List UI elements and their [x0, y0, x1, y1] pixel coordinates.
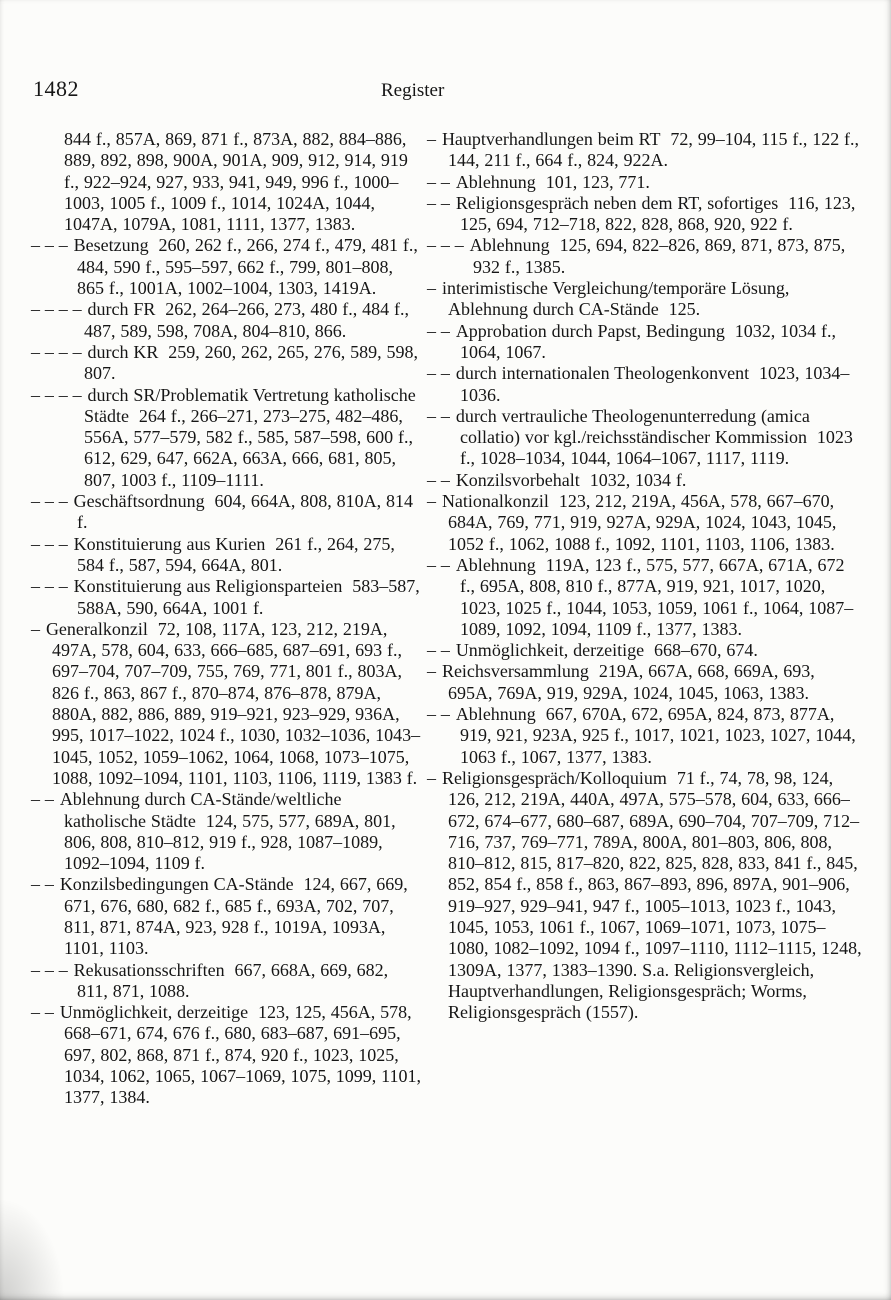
entry-refs: 264 f., 266–271, 273–275, 482–486, 556A, 577–579, 582 f., 585, 587–598, 600 f., 612, 629, 647, 662A, 663A, 666, 681, 805, 807, 1003 f., 1109–1111.: [84, 405, 414, 490]
running-title: Register: [381, 80, 445, 101]
entry-term: Ablehnung: [455, 704, 536, 725]
entry-refs: 125.: [668, 299, 701, 320]
page-number: 1482: [33, 76, 79, 101]
entry-refs: 667, 668A, 669, 682, 811, 871, 1088.: [77, 959, 389, 1001]
entry-dash-prefix: – –: [427, 192, 450, 213]
entry-term: Unmöglichkeit, derzeitige: [59, 1002, 249, 1023]
index-entry: [31, 960, 421, 1003]
index-entry: [31, 874, 421, 959]
entry-dash-prefix: – – – –: [31, 299, 82, 320]
entry-dash-prefix: – –: [427, 554, 450, 575]
entry-dash-prefix: – –: [427, 469, 450, 490]
index-entry: [31, 342, 421, 385]
entry-dash-prefix: – –: [31, 789, 54, 810]
index-entry: [427, 321, 862, 364]
index-entry: [427, 129, 862, 172]
entry-refs: 123, 125, 456A, 578, 668–671, 674, 676 f., 680, 683–687, 691–695, 697, 802, 868, 871 f., 874, 920 f., 1023, 1025, 1034, 1062, 1065, 1067–1069, 1075, 1099, 1101, 1377, 1384.: [64, 1002, 421, 1108]
entry-term: durch FR: [87, 299, 156, 320]
entry-dash-prefix: – – –: [31, 959, 68, 980]
index-entry: [427, 363, 862, 406]
entry-term: Religionsgespräch/Kolloquium: [441, 767, 667, 788]
entry-dash-prefix: – – –: [31, 235, 68, 256]
entry-refs: 123, 212, 219A, 456A, 578, 667–670, 684A, 769, 771, 919, 927A, 929A, 1024, 1043, 1045, 1052 f., 1062, 1088 f., 1092, 1101, 1103, 1106, 1383.: [448, 491, 837, 554]
index-entry: [427, 491, 862, 555]
index-column-right: [427, 129, 862, 1109]
entry-refs: 260, 262 f., 266, 274 f., 479, 481 f., 484, 590 f., 595–597, 662 f., 799, 801–808, 865 f., 1001A, 1002–1004, 1303, 1419A.: [77, 235, 418, 299]
index-entry: [427, 661, 862, 704]
entry-term: Approbation durch Papst, Bedingung: [455, 320, 725, 341]
index-entry: [31, 789, 421, 874]
entry-dash-prefix: – – –: [31, 491, 68, 512]
entry-dash-prefix: – –: [427, 363, 450, 384]
index-entry: [427, 470, 862, 491]
entry-refs: 667, 670A, 672, 695A, 824, 873, 877A, 919, 921, 923A, 925 f., 1017, 1021, 1023, 1027, 1044, 1063 f., 1067, 1377, 1383.: [460, 704, 856, 767]
entry-term: Ablehnung: [469, 235, 550, 256]
index-entry: [427, 704, 862, 768]
index-entry: [427, 640, 862, 661]
entry-refs: 1032, 1034 f., 1064, 1067.: [460, 320, 836, 362]
entry-term: Konstituierung aus Kurien: [73, 533, 266, 554]
index-entry: [31, 576, 421, 619]
entry-refs: 124, 667, 669, 671, 676, 680, 682 f., 685 f., 693A, 702, 707, 811, 871, 874A, 923, 928 f., 1019A, 1093A, 1101, 1103.: [64, 874, 408, 959]
entry-dash-prefix: – – –: [427, 235, 464, 256]
entry-refs: 1023, 1034–1036.: [460, 363, 850, 405]
entry-refs: 1023 f., 1028–1034, 1044, 1064–1067, 1117, 1119.: [460, 427, 853, 469]
entry-dash-prefix: –: [427, 767, 436, 788]
index-column-left: [31, 129, 421, 1109]
entry-refs: 101, 123, 771.: [545, 171, 650, 192]
entry-dash-prefix: –: [427, 491, 436, 512]
entry-term: Konzilsvorbehalt: [455, 469, 580, 490]
index-entry: [31, 619, 421, 789]
entry-term: Generalkonzil: [45, 618, 148, 639]
entry-term: durch SR/Problematik Vertretung katholische Städte: [84, 384, 416, 426]
entry-dash-prefix: – – –: [31, 576, 68, 597]
entry-dash-prefix: – –: [427, 704, 450, 725]
entry-refs: 1032, 1034 f.: [589, 469, 687, 490]
entry-dash-prefix: – – – –: [31, 384, 82, 405]
entry-dash-prefix: – – – –: [31, 341, 82, 362]
entry-refs: 72, 108, 117A, 123, 212, 219A, 497A, 578, 604, 633, 666–685, 687–691, 693 f., 697–704, 707–709, 755, 769, 771, 801 f., 803A, 826 f., 863, 867 f., 870–874, 876–878, 879A, 880A, 882, 886, 889, 919–921, 923–929, 936A, 995, 1017–1022, 1024 f., 1030, 1032–1036, 1043–1045, 1052, 1059–1062, 1064, 1068, 1073–1075, 1088, 1092–1094, 1101, 1103, 1106, 1119, 1383 f.: [52, 618, 421, 788]
entry-dash-prefix: – –: [427, 405, 450, 426]
entry-refs: 119A, 123 f., 575, 577, 667A, 671A, 672 f., 695A, 808, 810 f., 877A, 919, 921, 1017, 1020, 1023, 1025 f., 1044, 1053, 1059, 1061 f., 1064, 1087–1089, 1092, 1094, 1109 f., 1377, 1383.: [460, 554, 854, 639]
entry-term: Rekusationsschriften: [73, 959, 225, 980]
entry-refs: 219A, 667A, 668, 669A, 693, 695A, 769A, 919, 929A, 1024, 1045, 1063, 1383.: [448, 661, 815, 703]
index-entry: [31, 385, 421, 491]
index-entry: [427, 555, 862, 640]
index-entry: [427, 406, 862, 470]
entry-refs: 124, 575, 577, 689A, 801, 806, 808, 810–812, 919 f., 928, 1087–1089, 1092–1094, 1109 f.: [64, 810, 396, 874]
entry-term: Ablehnung: [455, 171, 536, 192]
entry-refs: 844 f., 857A, 869, 871 f., 873A, 882, 884–886, 889, 892, 898, 900A, 901A, 909, 912, 914, 919 f., 922–924, 927, 933, 941, 949, 996 f., 1000–1003, 1005 f., 1009 f., 1014, 1024A, 1044, 1047A, 1079A, 1081, 1111, 1377, 1383.: [64, 129, 408, 235]
entry-dash-prefix: –: [427, 661, 436, 682]
entry-dash-prefix: – – –: [31, 533, 68, 554]
entry-refs: 125, 694, 822–826, 869, 871, 873, 875, 932 f., 1385.: [473, 235, 846, 277]
entry-dash-prefix: –: [427, 129, 436, 149]
entry-term: Nationalkonzil: [441, 491, 549, 512]
entry-refs: 604, 664A, 808, 810A, 814 f.: [77, 491, 413, 533]
entry-refs: 259, 260, 262, 265, 276, 589, 598, 807.: [84, 341, 418, 384]
entry-term: Konstituierung aus Religionsparteien: [73, 576, 343, 597]
entry-term: durch internationalen Theologenkonvent: [455, 363, 750, 384]
entry-dash-prefix: – –: [31, 1002, 54, 1023]
entry-term: Ablehnung durch CA-Stände/weltliche katholische Städte: [59, 789, 342, 831]
index-entry: [427, 768, 862, 1024]
entry-dash-prefix: – –: [427, 171, 450, 192]
index-entry: [427, 235, 862, 278]
index-entry: [31, 235, 421, 299]
index-entry: [427, 172, 862, 193]
entry-refs: 261 f., 264, 275, 584 f., 587, 594, 664A, 801.: [77, 533, 395, 575]
entry-term: Reichsversammlung: [441, 661, 589, 682]
index-entry: [31, 129, 421, 235]
entry-refs: 583–587, 588A, 590, 664A, 1001 f.: [77, 576, 420, 618]
entry-term: Hauptverhandlungen beim RT: [441, 129, 661, 149]
index-entry: [31, 1002, 421, 1108]
entry-term: Geschäftsordnung: [73, 491, 205, 512]
index-entry: [31, 491, 421, 534]
index-entry: [31, 299, 421, 342]
entry-term: Konzilsbedingungen CA-Stände: [59, 874, 294, 895]
entry-dash-prefix: – –: [31, 874, 54, 895]
entry-dash-prefix: –: [31, 618, 40, 639]
entry-term: interimistische Vergleichung/temporäre Lösung, Ablehnung durch CA-Stände: [441, 278, 790, 320]
entry-term: Unmöglichkeit, derzeitige: [455, 640, 645, 661]
index-entry: [31, 534, 421, 577]
entry-term: Ablehnung: [455, 554, 536, 575]
entry-dash-prefix: –: [427, 278, 436, 299]
entry-dash-prefix: – –: [427, 320, 450, 341]
index-entry: [427, 193, 862, 236]
entry-refs: 71 f., 74, 78, 98, 124, 126, 212, 219A, 440A, 497A, 575–578, 604, 633, 666–672, 674–677, 680–687, 689A, 690–704, 707–709, 712–716, 737, 769–771, 789A, 800A, 801–803, 806, 808, 810–812, 815, 817–820, 822, 825, 828, 833, 841 f., 845, 852, 854 f., 858 f., 863, 867–893, 896, 897A, 901–906, 919–927, 929–941, 947 f., 1005–1013, 1023 f., 1043, 1045, 1053, 1061 f., 1067, 1069–1071, 1073, 1075–1080, 1082–1092, 1094 f., 1097–1110, 1112–1115, 1248, 1309A, 1377, 1383–1390. S.a. Religionsvergleich, Hauptverhandlungen, Religionsgespräch; Worms, Religionsgespräch (1557).: [448, 767, 862, 1023]
entry-refs: 668–670, 674.: [654, 640, 758, 661]
entry-refs: 72, 99–104, 115 f., 122 f., 144, 211 f., 664 f., 824, 922A.: [448, 129, 860, 171]
index-entry: [427, 278, 862, 321]
entry-refs: 262, 264–266, 273, 480 f., 484 f., 487, 589, 598, 708A, 804–810, 866.: [84, 299, 409, 341]
entry-term: Besetzung: [73, 235, 149, 256]
entry-term: durch KR: [87, 341, 159, 362]
entry-refs: 116, 123, 125, 694, 712–718, 822, 828, 868, 920, 922 f.: [460, 192, 856, 235]
index-columns: [31, 129, 862, 1109]
entry-term: Religionsgespräch neben dem RT, sofortiges: [455, 192, 779, 213]
entry-dash-prefix: – –: [427, 640, 450, 661]
entry-term: durch vertrauliche Theologenunterredung (amica collatio) vor kgl./reichsständischer Kommission: [455, 405, 810, 448]
